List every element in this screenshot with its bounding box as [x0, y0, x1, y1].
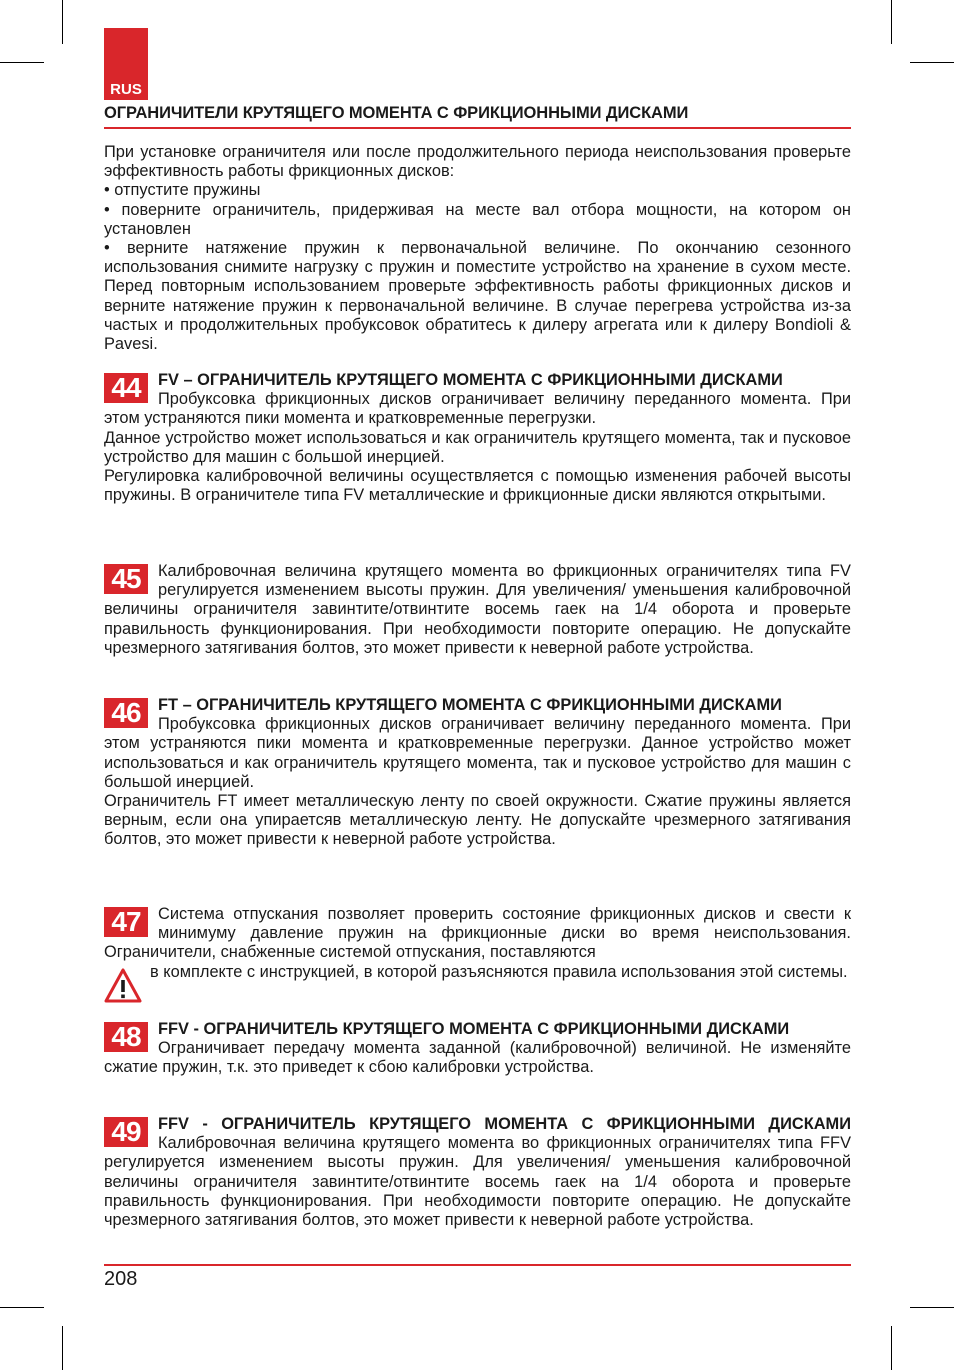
section-47	[104, 905, 851, 1005]
section-paragraph: Пробуксовка фрикционных дисков ограничивает величину переданного момента. При этом устраняются пики момента и кратковременные перегрузки. Данное устройство может использоваться и как ограничитель крутящего момента, так и пусковое устройство для машин с большой инерцией.	[104, 715, 851, 791]
section-heading: FFV - ОГРАНИЧИТЕЛЬ КРУТЯЩЕГО МОМЕНТА С ФРИКЦИОННЫМИ ДИСКАМИ	[158, 1115, 851, 1133]
section-heading: FFV - ОГРАНИЧИТЕЛЬ КРУТЯЩЕГО МОМЕНТА С ФРИКЦИОННЫМИ ДИСКАМИ	[158, 1020, 790, 1038]
section-46	[104, 696, 851, 850]
section-paragraph: Данное устройство может использоваться и как ограничитель крутящего момента, так и пусковое устройство для машин с большой инерцией.	[104, 428, 851, 466]
section-44	[104, 371, 851, 505]
section-paragraph: Ограничивает передачу момента заданной (калибровочной) величиной. Не изменяйте сжатие пружин, т.к. это приведет к сбою калибровки устройства.	[104, 1039, 851, 1077]
section-49	[104, 1115, 851, 1230]
section-text: Калибровочная величина крутящего момента во фрикционных ограничителях типа FFV регулируется изменением высоты пружин. Для увеличения/ уменьшения калибровочной величины ограничителя завинтите/отвинтите восемь гаек на 1/4 оборота и проверьте правильность функционирования. При необходимости повторите операцию. Не допускайте чрезмерного затягивания болтов, это может привести к неверной работе устройства.	[104, 1134, 851, 1230]
page-number: 208	[104, 1268, 138, 1290]
section-number-badge: 44	[104, 373, 148, 403]
section-number-badge: 47	[104, 907, 148, 937]
section-number-badge: 45	[104, 564, 148, 594]
crop-mark	[891, 1326, 892, 1370]
section-heading: FV – ОГРАНИЧИТЕЛЬ КРУТЯЩЕГО МОМЕНТА С ФРИКЦИОННЫМИ ДИСКАМИ	[158, 371, 783, 389]
intro-paragraph: При установке ограничителя или после продолжительного периода неиспользования проверьте эффективность работы фрикционных дисков:	[104, 143, 851, 181]
bullet-item: • отпустите пружины	[104, 181, 261, 200]
warning-triangle-icon	[104, 967, 142, 1005]
section-paragraph: Калибровочная величина крутящего момента во фрикционных ограничителях типа FV регулируется изменением высоты пружин. Для увеличения/ уменьшения калибровочной величины ограничителя завинтите/отвинтите восемь гаек на 1/4 оборота и проверьте правильность функционирования. При необходимости повторите операцию. Не допускайте чрезмерного затягивания болтов, это может привести к неверной работе устройства.	[104, 562, 851, 657]
section-number-badge: 48	[104, 1022, 148, 1052]
language-tab: RUS	[104, 28, 148, 100]
bullet-item: • верните натяжение пружин к первоначальной величине. По окончанию сезонного использования снимите нагрузку с пружин и поместите устройство на хранение в сухом месте. Перед повторным использованием проверьте эффективность работы фрикционных дисков и верните натяжение пружин к первоначальной величине. В случае перегрева устройства из-за частых и продолжительных пробуксовок обратитесь к дилеру агрегата или к дилеру Bondioli & Pavesi.	[104, 239, 851, 354]
crop-mark	[0, 1307, 44, 1308]
crop-mark	[62, 0, 63, 44]
section-number-badge: 49	[104, 1117, 148, 1147]
section-paragraph: Ограничитель FT имеет металлическую ленту по своей окружности. Сжатие пружины является верным, если она упираетсяв металлическую ленту. Не допускайте чрезмерного затягивания болтов, это может привести к неверной работе устройства.	[104, 792, 851, 849]
intro-block	[104, 143, 851, 354]
section-45	[104, 562, 851, 658]
section-heading: FT – ОГРАНИЧИТЕЛЬ КРУТЯЩЕГО МОМЕНТА С ФРИКЦИОННЫМИ ДИСКАМИ	[158, 696, 782, 714]
section-paragraph	[104, 1115, 851, 1230]
crop-mark	[910, 1307, 954, 1308]
footer-divider	[104, 1264, 851, 1266]
section-paragraph: в комплекте с инструкцией, в которой разъясняются правила использования этой системы.	[150, 962, 848, 981]
page-title: ОГРАНИЧИТЕЛИ КРУТЯЩЕГО МОМЕНТА С ФРИКЦИОННЫМИ ДИСКАМИ	[104, 104, 851, 129]
section-paragraph: Регулировка калибровочной величины осуществляется с помощью изменения рабочей высоты пружины. В ограничителе типа FV металлические и фрикционные диски являются открытыми.	[104, 467, 851, 505]
section-paragraph: Система отпускания позволяет проверить состояние фрикционных дисков и свести к минимуму давление пружин на фрикционные диски во время неиспользования. Ограничители, снабженные системой отпускания, поставляются	[104, 905, 851, 962]
section-number-badge: 46	[104, 698, 148, 728]
section-paragraph: Пробуксовка фрикционных дисков ограничивает величину переданного момента. При этом устраняются пики момента и кратковременные перегрузки.	[104, 390, 851, 428]
bullet-item: • поверните ограничитель, придерживая на месте вал отбора мощности, на котором он установлен	[104, 200, 851, 238]
crop-mark	[891, 0, 892, 44]
crop-mark	[910, 62, 954, 63]
section-48	[104, 1020, 851, 1078]
crop-mark	[62, 1326, 63, 1370]
crop-mark	[0, 62, 44, 63]
